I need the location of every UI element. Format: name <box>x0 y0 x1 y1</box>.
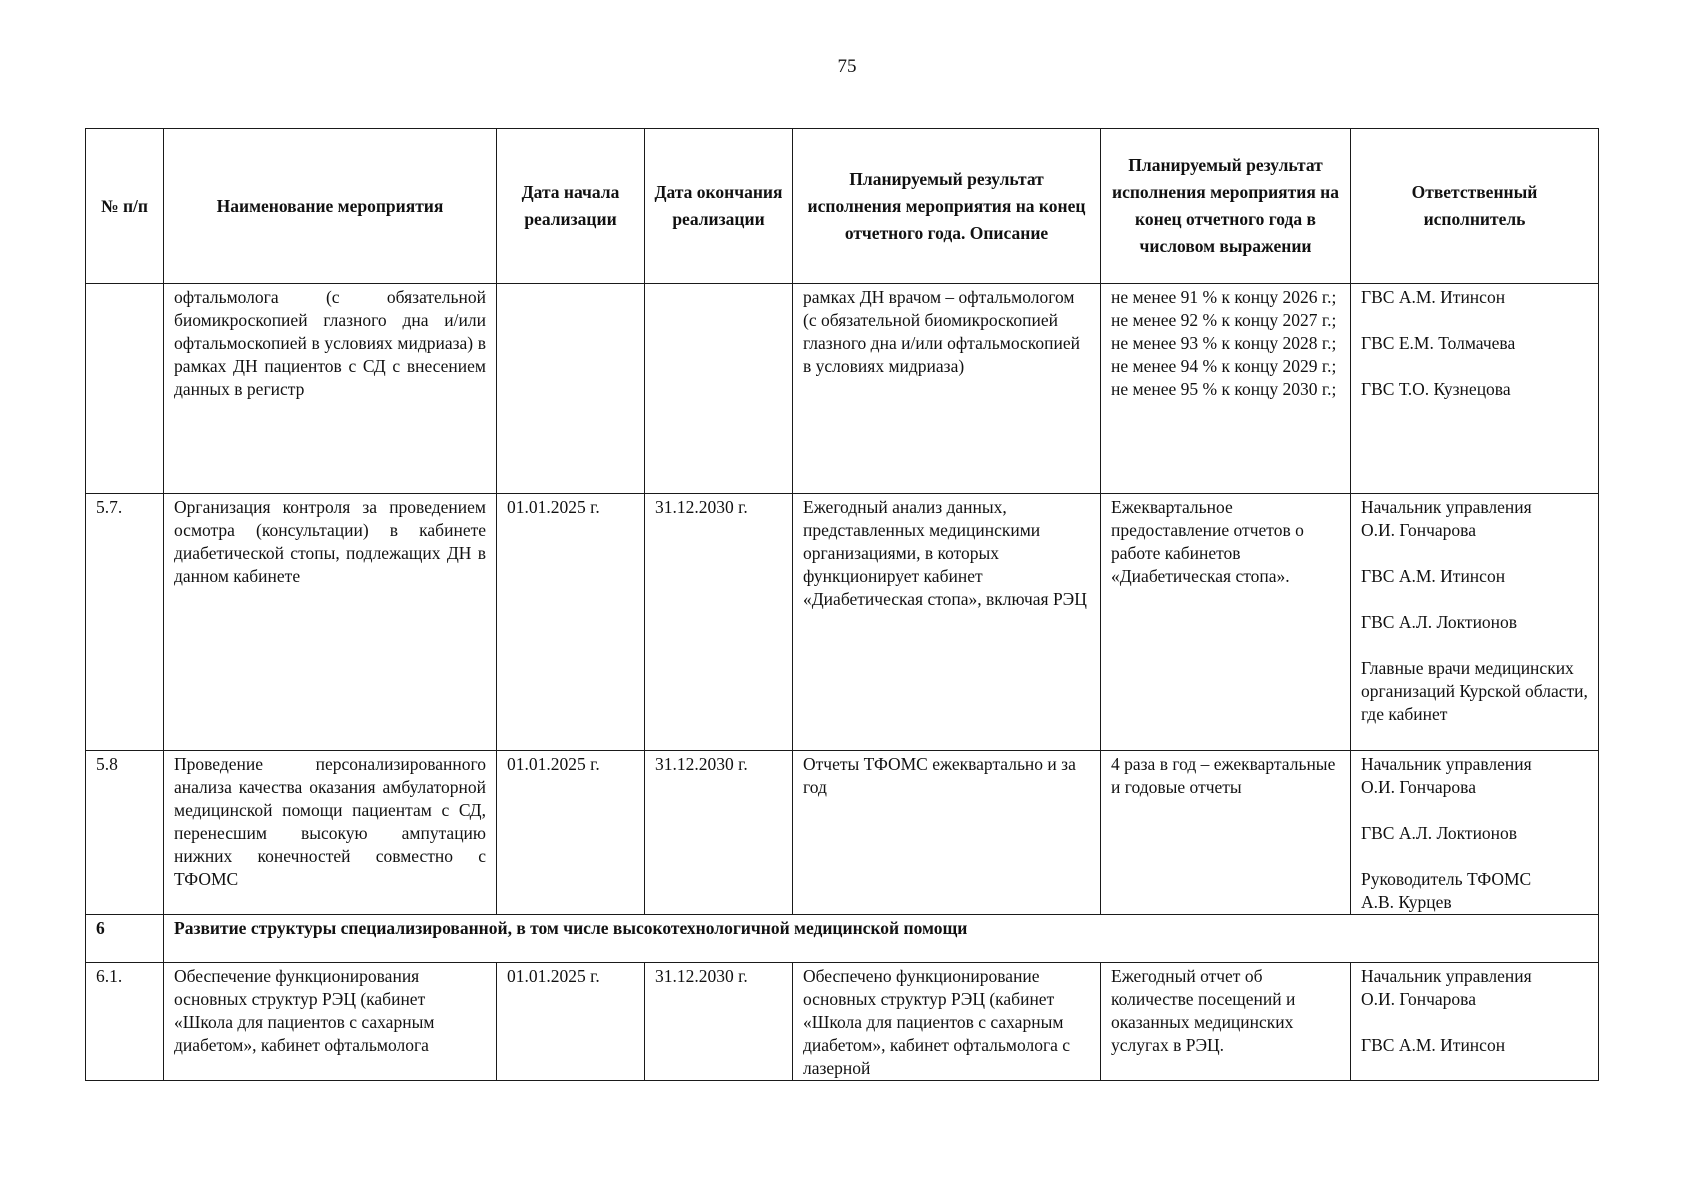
row-responsible: ГВС А.М. Итинсон ГВС Е.М. Толмачева ГВС Т.О. Кузнецова <box>1351 284 1599 494</box>
events-table <box>85 128 1599 1081</box>
table-row <box>86 751 1599 915</box>
row-start-date <box>497 284 645 494</box>
row-name: офтальмолога (с обязательной биомикроскопией глазного дна и/или офтальмоскопией в условиях мидриаза) в рамках ДН пациентов с СД с внесением данных в регистр <box>164 284 497 494</box>
row-num <box>86 284 164 494</box>
row-start-date: 01.01.2025 г. <box>497 751 645 915</box>
row-start-date: 01.01.2025 г. <box>497 494 645 751</box>
row-name: Проведение персонализированного анализа качества оказания амбулаторной медицинской помощи пациентам с СД, перенесшим высокую ампутацию нижних конечностей совместно с ТФОМС <box>164 751 497 915</box>
header-result-numeric: Планируемый результат исполнения мероприятия на конец отчетного года в числовом выражении <box>1101 129 1351 284</box>
header-start-date: Дата начала реализации <box>497 129 645 284</box>
section-row <box>86 915 1599 963</box>
row-end-date: 31.12.2030 г. <box>645 494 793 751</box>
row-num: 5.8 <box>86 751 164 915</box>
row-end-date: 31.12.2030 г. <box>645 751 793 915</box>
table-row <box>86 963 1599 1081</box>
page-number: 75 <box>837 56 857 77</box>
row-start-date: 01.01.2025 г. <box>497 963 645 1081</box>
header-row <box>86 129 1599 284</box>
row-result-description: рамках ДН врачом – офтальмологом (с обязательной биомикроскопией глазного дна и/или офтальмоскопией в условиях мидриаза) <box>793 284 1101 494</box>
header-responsible: Ответственный исполнитель <box>1351 129 1599 284</box>
row-responsible: Начальник управления О.И. Гончарова ГВС А.Л. Локтионов Руководитель ТФОМС А.В. Курцев <box>1351 751 1599 915</box>
row-result-description: Отчеты ТФОМС ежеквартально и за год <box>793 751 1101 915</box>
row-result-description: Обеспечено функционирование основных структур РЭЦ (кабинет «Школа для пациентов с сахарным диабетом», кабинет офтальмолога с лазерной <box>793 963 1101 1081</box>
section-title: Развитие структуры специализированной, в том числе высокотехнологичной медицинской помощи <box>164 915 1599 963</box>
row-result-numeric: Ежеквартальное предоставление отчетов о работе кабинетов «Диабетическая стопа». <box>1101 494 1351 751</box>
row-name: Организация контроля за проведением осмотра (консультации) в кабинете диабетической стопы, подлежащих ДН в данном кабинете <box>164 494 497 751</box>
row-num: 6.1. <box>86 963 164 1081</box>
row-name: Обеспечение функционирования основных структур РЭЦ (кабинет «Школа для пациентов с сахарным диабетом», кабинет офтальмолога <box>164 963 497 1081</box>
row-result-numeric: Ежегодный отчет об количестве посещений и оказанных медицинских услугах в РЭЦ. <box>1101 963 1351 1081</box>
row-responsible: Начальник управления О.И. Гончарова ГВС А.М. Итинсон <box>1351 963 1599 1081</box>
table-row <box>86 494 1599 751</box>
section-num: 6 <box>86 915 164 963</box>
row-num: 5.7. <box>86 494 164 751</box>
row-end-date: 31.12.2030 г. <box>645 963 793 1081</box>
row-result-numeric: 4 раза в год – ежеквартальные и годовые отчеты <box>1101 751 1351 915</box>
header-num: № п/п <box>86 129 164 284</box>
row-responsible: Начальник управления О.И. Гончарова ГВС А.М. Итинсон ГВС А.Л. Локтионов Главные врачи медицинских организаций Курской области, где кабинет <box>1351 494 1599 751</box>
row-result-description: Ежегодный анализ данных, представленных медицинскими организациями, в которых функционирует кабинет «Диабетическая стопа», включая РЭЦ <box>793 494 1101 751</box>
table-row <box>86 284 1599 494</box>
header-end-date: Дата окончания реализации <box>645 129 793 284</box>
header-result-description: Планируемый результат исполнения мероприятия на конец отчетного года. Описание <box>793 129 1101 284</box>
header-name: Наименование мероприятия <box>164 129 497 284</box>
row-end-date <box>645 284 793 494</box>
row-result-numeric: не менее 91 % к концу 2026 г.; не менее 92 % к концу 2027 г.; не менее 93 % к концу 2028 г.; не менее 94 % к концу 2029 г.; не менее 95 % к концу 2030 г.; <box>1101 284 1351 494</box>
